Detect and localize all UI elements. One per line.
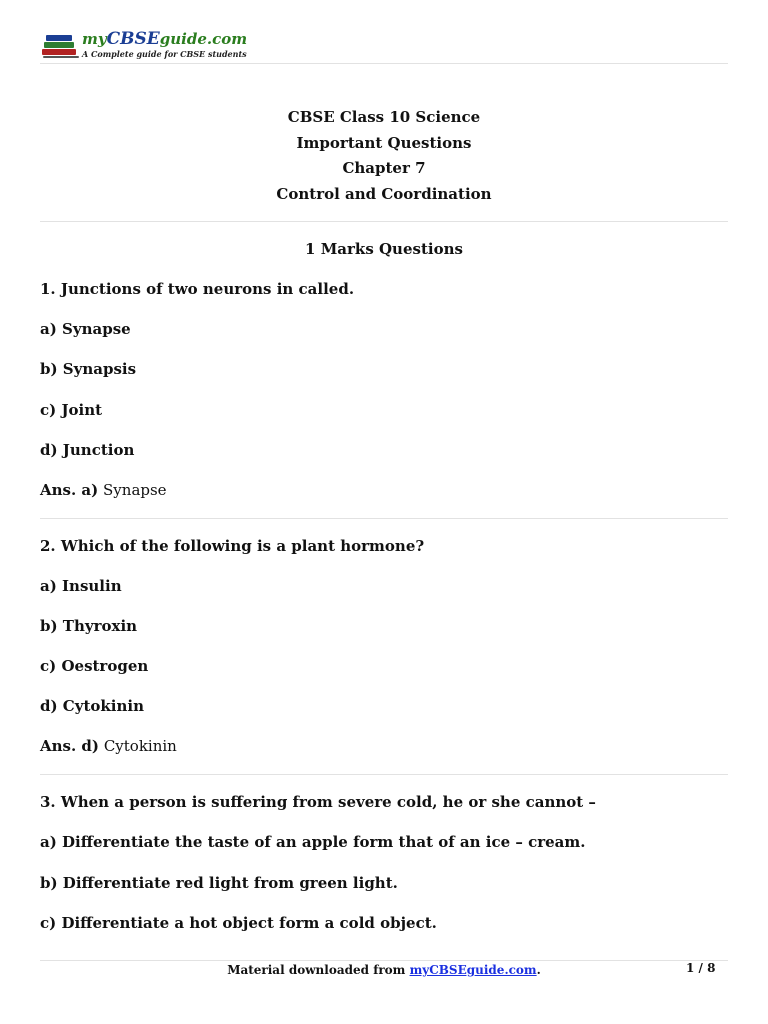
q1-option-c: c) Joint (40, 401, 103, 419)
question-1: 1. Junctions of two neurons in called. (40, 280, 355, 298)
q2-option-b: b) Thyroxin (40, 617, 138, 635)
footer-period: . (536, 963, 541, 977)
title-line-topic: Control and Coordination (276, 184, 492, 203)
books-logo-icon (40, 29, 80, 59)
q2-answer-text: Cytokinin (103, 737, 177, 755)
question-3: 3. When a person is suffering from severe cold, he or she cannot – (40, 793, 596, 811)
q2-answer-label: Ans. d) (40, 737, 100, 755)
q1-answer-label: Ans. a) (40, 481, 99, 499)
section-heading: 1 Marks Questions (305, 240, 463, 258)
q1-option-d: d) Junction (40, 441, 135, 459)
footer-text: Material downloaded from (227, 963, 410, 977)
logo-wordmark: myCBSEguide.com (82, 28, 248, 49)
q1-option-b: b) Synapsis (40, 360, 137, 378)
logo-tagline: A Complete guide for CBSE students (82, 48, 247, 59)
title-line-type: Important Questions (296, 133, 472, 152)
footer-link[interactable]: myCBSEguide.com (409, 963, 537, 977)
q2-option-d: d) Cytokinin (40, 697, 144, 715)
q1-answer-text: Synapse (103, 481, 167, 499)
q1-divider (40, 518, 728, 519)
title-line-class: CBSE Class 10 Science (287, 108, 481, 126)
footer-divider (40, 960, 728, 961)
header-divider (40, 63, 728, 64)
footer (0, 963, 768, 977)
page-number: 1 / 8 (686, 961, 716, 975)
q3-option-c: c) Differentiate a hot object form a cold object. (40, 914, 437, 932)
q2-answer (40, 737, 177, 755)
q2-divider (40, 774, 728, 775)
title-divider (40, 221, 728, 222)
document-title (0, 107, 768, 209)
header-logo (40, 26, 247, 62)
q3-option-b: b) Differentiate red light from green light. (40, 874, 398, 892)
q1-answer (40, 481, 167, 499)
question-2: 2. Which of the following is a plant hormone? (40, 537, 425, 555)
q3-option-a: a) Differentiate the taste of an apple form that of an ice – cream. (40, 833, 586, 851)
q2-option-c: c) Oestrogen (40, 657, 149, 675)
q1-option-a: a) Synapse (40, 320, 131, 338)
q2-option-a: a) Insulin (40, 577, 122, 595)
title-line-chapter: Chapter 7 (342, 159, 426, 177)
